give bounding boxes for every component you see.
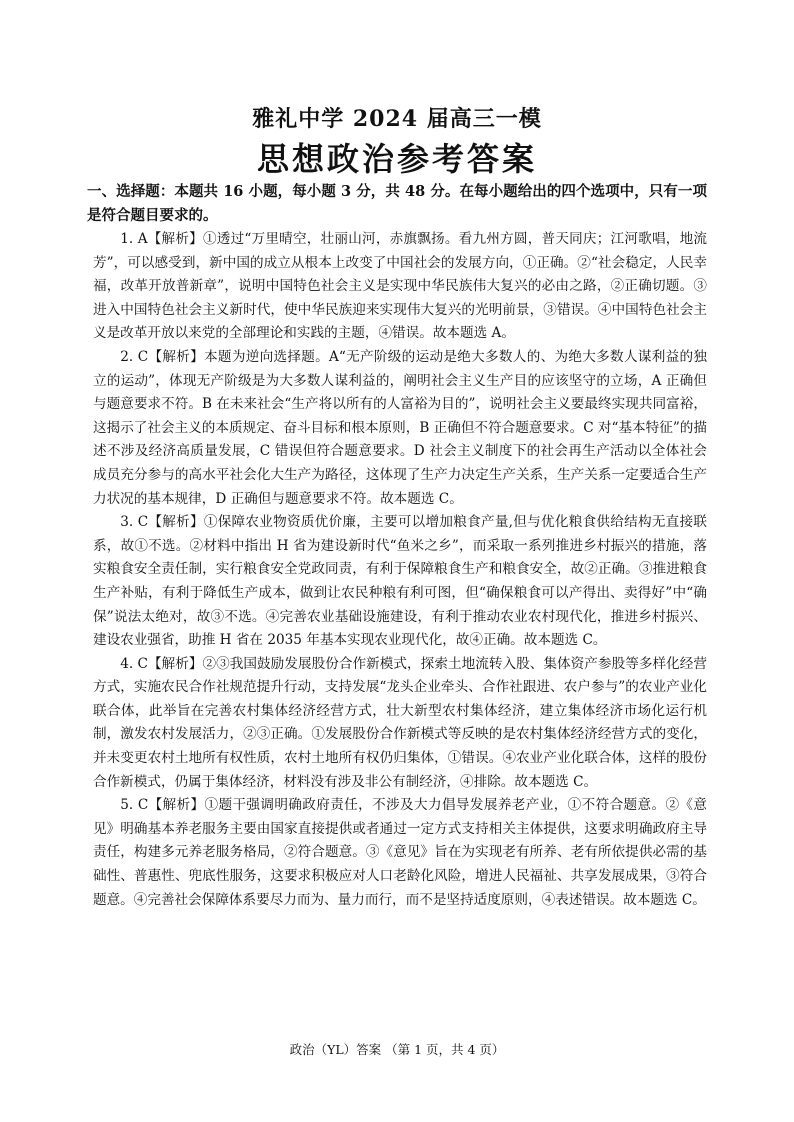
section-heading: 一、选择题：本题共 16 小题，每小题 3 分，共 48 分。在每小题给出的四个选项中，只有一项是符合题目要求的。 <box>87 183 707 224</box>
school-exam-title: 雅礼中学 2024 届高三一模 <box>252 106 542 132</box>
answer-item-2: 2. C【解析】本题为逆向选择题。A“无产阶级的运动是绝大多数人的、为绝大多数人谋利益的独立的运动”，体现无产阶级是为大多数人谋利益的，阐明社会主义生产目的应该坚守的立场，A 正确但与题意要求不符。B 在未来社会“生产将以所有的人富裕为目的”，说明社会主义要最终实现共同富裕，这揭示了社会主义的本质规定、奋斗目标和根本原则，B 正确但不符合题意要求。C 对“基本特征”的描述不涉及经济高质量发展，C 错误但符合题意要求。D 社会主义制度下的社会再生产活动以全体社会成员充分参与的高水平社会化大生产为路径，这体现了生产力决定生产关系，生产关系一定要适合生产力状况的基本规律，D 正确但与题意要求不符。故本题选 C。 <box>93 348 707 507</box>
answer-item-1: 1. A【解析】①透过“万里晴空，壮丽山河，赤旗飘扬。看九州方圆，普天同庆；江河歌唱，地流芳”，可以感受到，新中国的成立从根本上改变了中国社会的发展方向，①正确。②“社会稳定，人民幸福，改革开放普新章”，说明中国特色社会主义是实现中华民族伟大复兴的必由之路，②正确切题。③进入中国特色社会主义新时代，使中华民族迎来实现伟大复兴的光明前景，③错误。④中国特色社会主义是改革开放以来党的全部理论和实践的主题，④错误。故本题选 A。 <box>93 231 707 342</box>
document-title: 思想政治参考答案 <box>256 140 537 178</box>
answer-item-5: 5. C【解析】①题干强调明确政府责任，不涉及大力倡导发展养老产业，①不符合题意。②《意见》明确基本养老服务主要由国家直接提供或者通过一定方式支持相关主体提供，这要求明确政府主导责任，构建多元养老服务格局，②符合题意。③《意见》旨在为实现老有所养、老有所依提供必需的基础性、普惠性、兜底性服务，这要求积极应对人口老龄化风险，增进人民福祉、共享发展成果，③符合题意。④完善社会保障体系要尽力而为、量力而行，而不是坚持适度原则，④表述错误。故本题选 C。 <box>93 797 707 908</box>
answer-item-3: 3. C【解析】①保障农业物资质优价廉，主要可以增加粮食产量,但与优化粮食供给结构无直接联系，故①不选。②材料中指出 H 省为建设新时代“鱼米之乡”，而采取一系列推进乡村振兴的措施，落实粮食安全责任制，实行粮食安全党政同责，有利于保障粮食生产和粮食安全，故②正确。③推进粮食生产补贴，有利于降低生产成本，做到让农民种粮有利可图，但“确保粮食可以产得出、卖得好”中“确保”说法太绝对，故③不选。④完善农业基础设施建设，有利于推动农业农村现代化，推进乡村振兴、建设农业强省，助推 H 省在 2035 年基本实现农业现代化，故④正确。故本题选 C。 <box>93 514 707 649</box>
page-footer: 政治（YL）答案 （第 1 页，共 4 页） <box>289 1042 505 1057</box>
answer-item-4: 4. C【解析】②③我国鼓励发展股份合作新模式，探索土地流转入股、集体资产参股等多样化经营方式，实施农民合作社规范提升行动，支持发展“龙头企业牵头、合作社跟进、农户参与”的农业产业化联合体，此举旨在完善农村集体经济经营方式，壮大新型农村集体经济，建立集体经济市场化运行机制，激发农村发展活力，②③正确。①发展股份合作新模式等反映的是农村集体经济经营方式的变化，并未变更农村土地所有权性质，农村土地所有权仍归集体，①错误。④农业产业化联合体，这样的股份合作新模式，仍属于集体经济，材料没有涉及非公有制经济，④排除。故本题选 C。 <box>93 655 707 790</box>
answer-content <box>87 180 707 912</box>
